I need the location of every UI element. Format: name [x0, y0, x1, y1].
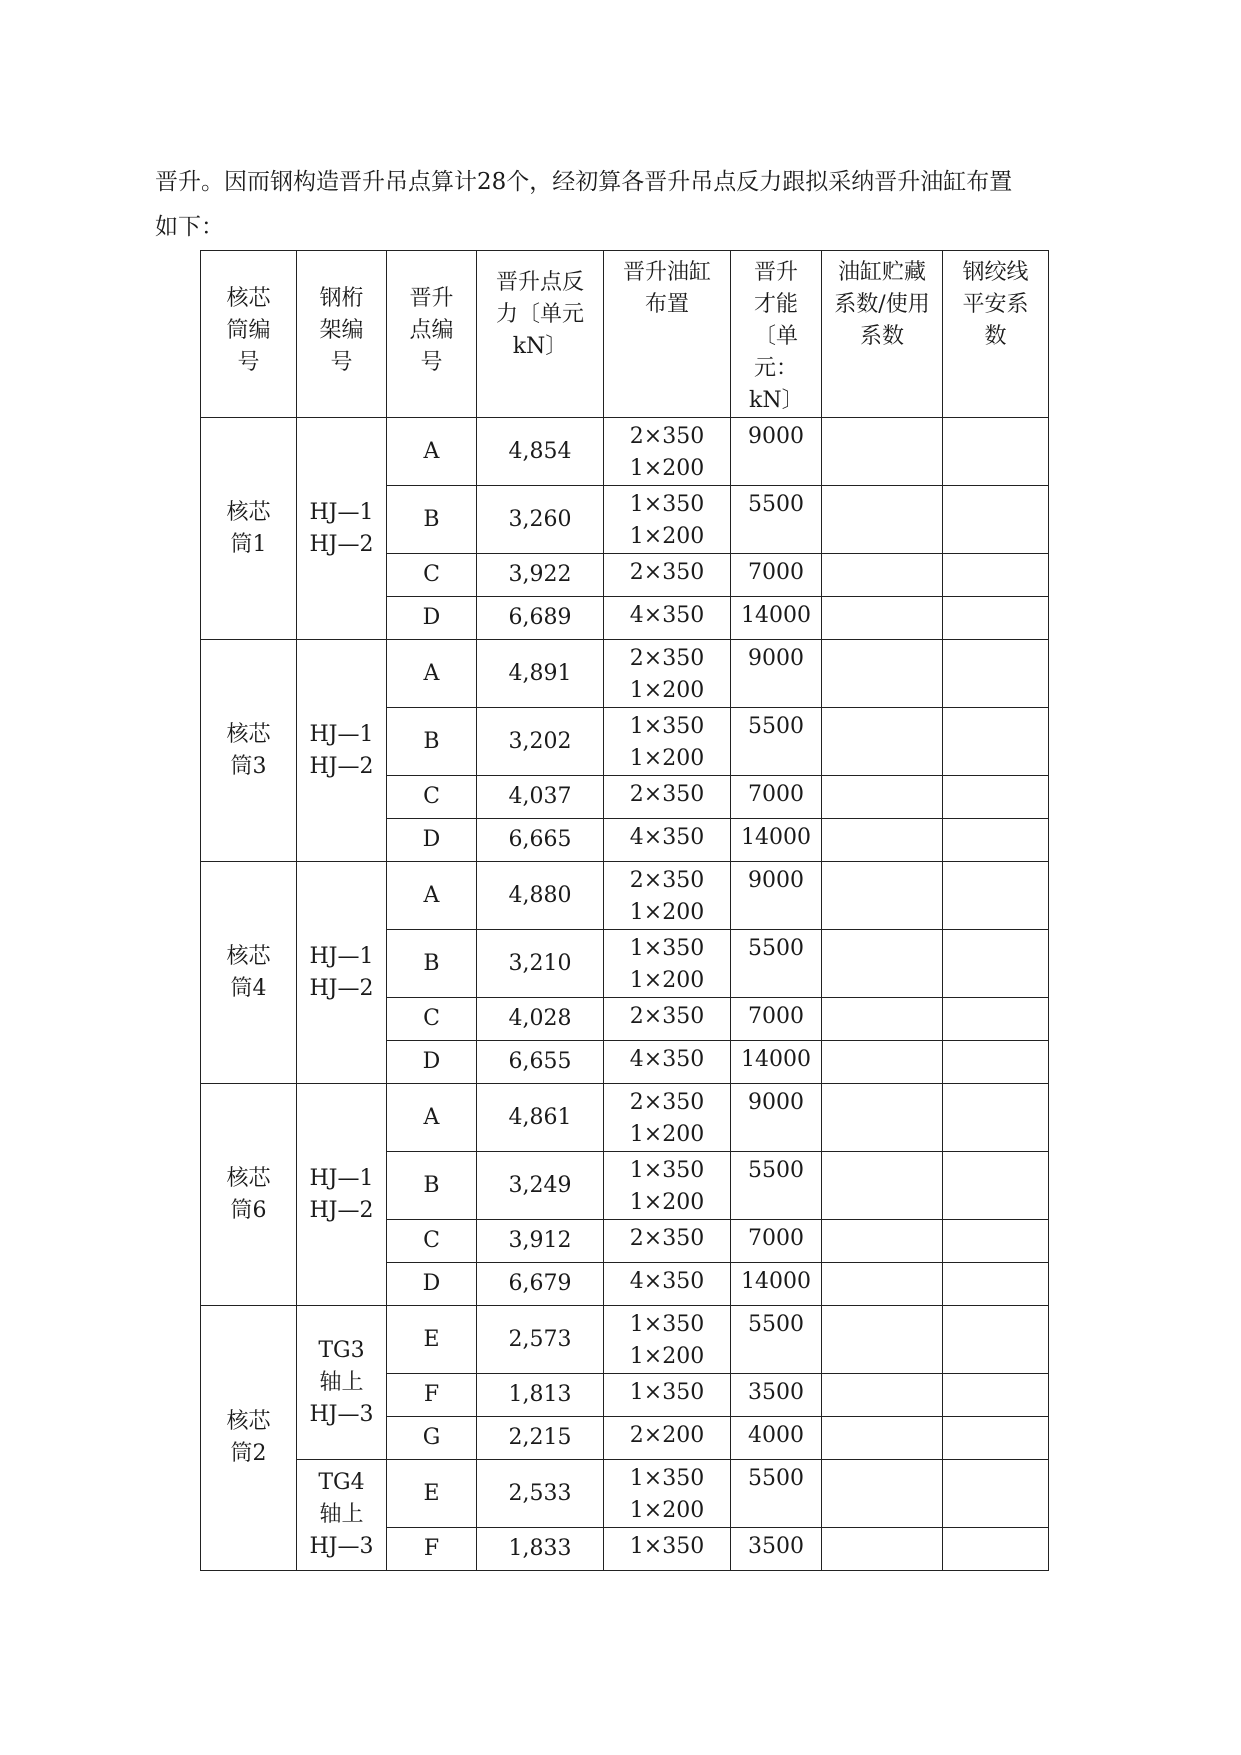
point-id-cell: D: [387, 597, 477, 640]
strand-safety-cell: [943, 1460, 1049, 1528]
reserve-factor-cell: [822, 819, 943, 862]
strand-safety-cell: [943, 554, 1049, 597]
reaction-cell: 3,912: [477, 1220, 604, 1263]
strand-safety-cell: [943, 640, 1049, 708]
table-header-row: [201, 251, 1049, 418]
point-id-cell: C: [387, 1220, 477, 1263]
truss-id-cell: HJ—1 HJ—2: [297, 418, 387, 640]
reserve-factor-cell: [822, 1460, 943, 1528]
core-id-cell: 核芯筒6: [201, 1084, 297, 1306]
strand-safety-cell: [943, 819, 1049, 862]
table-row: [201, 1084, 1049, 1152]
point-id-cell: B: [387, 930, 477, 998]
reserve-factor-cell: [822, 862, 943, 930]
capacity-cell: 4000: [731, 1417, 822, 1460]
capacity-cell: 5500: [731, 1306, 822, 1374]
strand-safety-cell: [943, 998, 1049, 1041]
reaction-cell: 4,891: [477, 640, 604, 708]
cylinder-layout-cell: 2×350 1×200: [604, 640, 731, 708]
capacity-cell: 5500: [731, 930, 822, 998]
cylinder-layout-cell: 4×350: [604, 819, 731, 862]
point-id-cell: F: [387, 1374, 477, 1417]
header-core-id: 核芯筒编号: [201, 251, 297, 418]
strand-safety-cell: [943, 597, 1049, 640]
reaction-cell: 4,028: [477, 998, 604, 1041]
reaction-cell: 3,210: [477, 930, 604, 998]
point-id-cell: E: [387, 1460, 477, 1528]
reaction-cell: 1,813: [477, 1374, 604, 1417]
strand-safety-cell: [943, 1041, 1049, 1084]
capacity-cell: 9000: [731, 1084, 822, 1152]
capacity-cell: 7000: [731, 554, 822, 597]
header-reaction: 晋升点反力〔单元kN〕: [477, 251, 604, 418]
reserve-factor-cell: [822, 1084, 943, 1152]
strand-safety-cell: [943, 418, 1049, 486]
strand-safety-cell: [943, 1084, 1049, 1152]
reserve-factor-cell: [822, 1263, 943, 1306]
table-body: [201, 418, 1049, 1571]
capacity-cell: 14000: [731, 1041, 822, 1084]
table-row: [201, 640, 1049, 708]
core-id-cell: 核芯筒3: [201, 640, 297, 862]
point-id-cell: D: [387, 1263, 477, 1306]
point-id-cell: D: [387, 819, 477, 862]
reaction-cell: 2,533: [477, 1460, 604, 1528]
strand-safety-cell: [943, 862, 1049, 930]
point-id-cell: A: [387, 418, 477, 486]
strand-safety-cell: [943, 1417, 1049, 1460]
point-id-cell: A: [387, 1084, 477, 1152]
reaction-cell: 2,573: [477, 1306, 604, 1374]
capacity-cell: 7000: [731, 998, 822, 1041]
reaction-cell: 6,655: [477, 1041, 604, 1084]
intro-paragraph: [155, 160, 1095, 250]
cylinder-layout-cell: 1×350 1×200: [604, 486, 731, 554]
core-id-cell: 核芯筒4: [201, 862, 297, 1084]
truss-id-cell: HJ—1 HJ—2: [297, 862, 387, 1084]
cylinder-layout-cell: 4×350: [604, 597, 731, 640]
capacity-cell: 5500: [731, 1152, 822, 1220]
header-reserve-factor: 油缸贮藏系数/使用系数: [822, 251, 943, 418]
header-point-id: 晋升点编号: [387, 251, 477, 418]
reserve-factor-cell: [822, 418, 943, 486]
capacity-cell: 7000: [731, 1220, 822, 1263]
cylinder-layout-cell: 4×350: [604, 1041, 731, 1084]
point-id-cell: A: [387, 640, 477, 708]
reserve-factor-cell: [822, 597, 943, 640]
point-id-cell: D: [387, 1041, 477, 1084]
lifting-points-table: [200, 250, 1049, 1571]
strand-safety-cell: [943, 930, 1049, 998]
reaction-cell: 3,202: [477, 708, 604, 776]
reserve-factor-cell: [822, 1041, 943, 1084]
cylinder-layout-cell: 2×350: [604, 776, 731, 819]
reaction-cell: 1,833: [477, 1528, 604, 1571]
capacity-cell: 3500: [731, 1374, 822, 1417]
capacity-cell: 3500: [731, 1528, 822, 1571]
point-id-cell: A: [387, 862, 477, 930]
cylinder-layout-cell: 1×350 1×200: [604, 708, 731, 776]
intro-line-1: 晋升。因而钢构造晋升吊点算计28个，经初算各晋升吊点反力跟拟采纳晋升油缸布置: [155, 169, 1013, 195]
cylinder-layout-cell: 1×350 1×200: [604, 1306, 731, 1374]
reserve-factor-cell: [822, 1417, 943, 1460]
capacity-cell: 5500: [731, 486, 822, 554]
cylinder-layout-cell: 4×350: [604, 1263, 731, 1306]
cylinder-layout-cell: 1×350: [604, 1528, 731, 1571]
point-id-cell: G: [387, 1417, 477, 1460]
cylinder-layout-cell: 1×350 1×200: [604, 930, 731, 998]
cylinder-layout-cell: 2×350: [604, 554, 731, 597]
reaction-cell: 3,249: [477, 1152, 604, 1220]
point-id-cell: C: [387, 554, 477, 597]
table-row: [201, 1460, 1049, 1528]
reserve-factor-cell: [822, 998, 943, 1041]
reaction-cell: 3,260: [477, 486, 604, 554]
reaction-cell: 6,689: [477, 597, 604, 640]
reaction-cell: 3,922: [477, 554, 604, 597]
capacity-cell: 14000: [731, 819, 822, 862]
point-id-cell: E: [387, 1306, 477, 1374]
reserve-factor-cell: [822, 1152, 943, 1220]
cylinder-layout-cell: 1×350 1×200: [604, 1460, 731, 1528]
cylinder-layout-cell: 1×350: [604, 1374, 731, 1417]
cylinder-layout-cell: 2×200: [604, 1417, 731, 1460]
capacity-cell: 5500: [731, 1460, 822, 1528]
strand-safety-cell: [943, 1152, 1049, 1220]
reserve-factor-cell: [822, 1220, 943, 1263]
strand-safety-cell: [943, 1374, 1049, 1417]
table-row: [201, 418, 1049, 486]
table-row: [201, 1306, 1049, 1374]
truss-id-cell: HJ—1 HJ—2: [297, 1084, 387, 1306]
header-capacity: 晋升才能〔单元：kN〕: [731, 251, 822, 418]
core-id-cell: 核芯筒2: [201, 1306, 297, 1571]
point-id-cell: C: [387, 998, 477, 1041]
reaction-cell: 6,679: [477, 1263, 604, 1306]
cylinder-layout-cell: 2×350: [604, 998, 731, 1041]
strand-safety-cell: [943, 486, 1049, 554]
truss-id-cell: TG4轴上 HJ—3: [297, 1460, 387, 1571]
capacity-cell: 14000: [731, 597, 822, 640]
point-id-cell: B: [387, 486, 477, 554]
cylinder-layout-cell: 2×350 1×200: [604, 1084, 731, 1152]
reserve-factor-cell: [822, 486, 943, 554]
cylinder-layout-cell: 2×350: [604, 1220, 731, 1263]
core-id-cell: 核芯筒1: [201, 418, 297, 640]
reaction-cell: 2,215: [477, 1417, 604, 1460]
strand-safety-cell: [943, 776, 1049, 819]
reaction-cell: 4,880: [477, 862, 604, 930]
strand-safety-cell: [943, 1528, 1049, 1571]
truss-id-cell: TG3轴上 HJ—3: [297, 1306, 387, 1460]
capacity-cell: 7000: [731, 776, 822, 819]
header-cylinder-layout: 晋升油缸布置: [604, 251, 731, 418]
point-id-cell: B: [387, 1152, 477, 1220]
cylinder-layout-cell: 1×350 1×200: [604, 1152, 731, 1220]
cylinder-layout-cell: 2×350 1×200: [604, 418, 731, 486]
header-truss-id: 钢桁架编号: [297, 251, 387, 418]
reserve-factor-cell: [822, 708, 943, 776]
reserve-factor-cell: [822, 1528, 943, 1571]
reserve-factor-cell: [822, 1374, 943, 1417]
capacity-cell: 9000: [731, 418, 822, 486]
reserve-factor-cell: [822, 776, 943, 819]
truss-id-cell: HJ—1 HJ—2: [297, 640, 387, 862]
reserve-factor-cell: [822, 554, 943, 597]
point-id-cell: F: [387, 1528, 477, 1571]
reserve-factor-cell: [822, 930, 943, 998]
strand-safety-cell: [943, 1263, 1049, 1306]
reserve-factor-cell: [822, 1306, 943, 1374]
reaction-cell: 4,037: [477, 776, 604, 819]
point-id-cell: B: [387, 708, 477, 776]
reaction-cell: 4,854: [477, 418, 604, 486]
point-id-cell: C: [387, 776, 477, 819]
header-strand-safety: 钢绞线平安系数: [943, 251, 1049, 418]
cylinder-layout-cell: 2×350 1×200: [604, 862, 731, 930]
strand-safety-cell: [943, 708, 1049, 776]
intro-line-2: 如下：: [155, 214, 224, 240]
capacity-cell: 5500: [731, 708, 822, 776]
capacity-cell: 9000: [731, 640, 822, 708]
reserve-factor-cell: [822, 640, 943, 708]
strand-safety-cell: [943, 1220, 1049, 1263]
reaction-cell: 6,665: [477, 819, 604, 862]
table-row: [201, 862, 1049, 930]
strand-safety-cell: [943, 1306, 1049, 1374]
capacity-cell: 14000: [731, 1263, 822, 1306]
capacity-cell: 9000: [731, 862, 822, 930]
reaction-cell: 4,861: [477, 1084, 604, 1152]
